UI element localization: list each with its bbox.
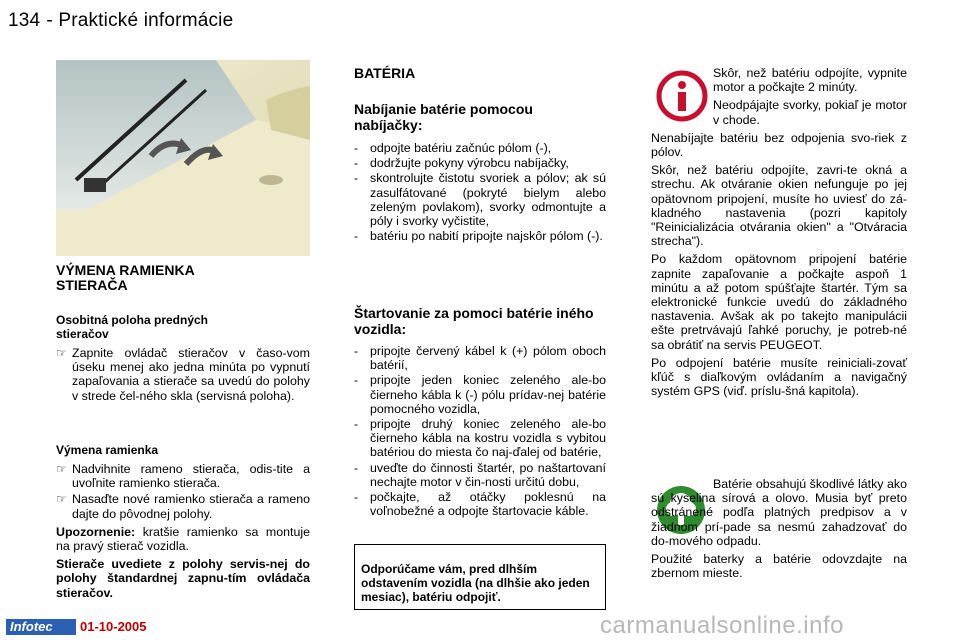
dash-marker: -: [354, 490, 359, 505]
replace-title: Výmena ramienka: [56, 443, 159, 457]
special-position-text: Zapnite ovládač stieračov v časo-vom úseku menej ako jedna minúta po vypnutí zapaľovania a stierače sa uvedú do polohy v strede čel-ného skla (servisná poloha).: [72, 346, 310, 403]
jump-start-item: [354, 490, 606, 518]
wiper-illustration: [56, 60, 310, 256]
recommendation-text: Odporúčame vám, pred dlhším odstavením vozidla (na dlhšie ako jeden mesiac), batériu odpojiť.: [361, 562, 590, 604]
jump-start-item-text: počkajte, až otáčky poklesnú na voľnobežné a odpojte štartovacie káble.: [370, 490, 606, 519]
charging-item: [354, 141, 606, 155]
edition-date: 01-10-2005: [80, 619, 147, 634]
warning-paragraph: [56, 525, 310, 553]
warning-text: kratšie ramienko sa montuje na pravý stierač vozidla.: [56, 524, 310, 554]
infotec-logo: Infotec: [6, 619, 76, 635]
dash-marker: -: [354, 229, 359, 244]
charging-item: [354, 156, 606, 170]
replace-block: [56, 443, 310, 604]
jump-start-item-text: pripojte druhý koniec zeleného ale-bo čierneho kábla na kostru vozidla s vybitou batériou do miesta čo naj-ďalej od batérie,: [370, 417, 606, 460]
jump-start-item-text: uveďte do činnosti štartér, po naštartovaní nechajte motor v čin-nosti určitú dobu,: [370, 460, 606, 489]
eco-paragraph-2: Použité baterky a batérie odovzdajte na zbernom mieste.: [651, 552, 907, 581]
page-title: - Praktické informácie: [46, 10, 234, 31]
jump-start-item: [354, 417, 606, 460]
pointer-icon: ☞: [56, 462, 67, 476]
wiper-heading-line2: STIERAČA: [56, 277, 128, 293]
charging-item: [354, 229, 606, 243]
recommendation-box: [354, 544, 606, 610]
dash-marker: -: [354, 417, 359, 432]
charging-item-text: odpojte batériu začnúc pólom (-),: [370, 141, 552, 155]
dash-marker: -: [354, 344, 359, 358]
pointer-icon: ☞: [56, 346, 67, 360]
jump-start-item-text: pripojte jeden koniec zeleného ale-bo čierneho kábla k (-) pólu prídav-nej batérie pomocného vozidla,: [370, 373, 606, 416]
dash-marker: -: [354, 460, 359, 475]
wiper-heading-line1: VÝMENA RAMIENKA: [56, 262, 195, 278]
replace-item: [56, 492, 310, 520]
replace-item: [56, 462, 310, 490]
special-position-item: [56, 346, 310, 403]
warning-label: Upozornenie:: [56, 524, 136, 539]
battery-warnings: [651, 66, 907, 402]
special-title-line1: Osobitná poloha predných: [56, 313, 209, 327]
jump-start-list: [354, 344, 606, 518]
battery-section: [354, 66, 606, 244]
final-note: Stierače uvediete z polohy servis-nej do polohy štandardnej zapnu-tím ovládača stieračov.: [56, 557, 310, 600]
info-paragraph-1: Skôr, než batériu odpojíte, vypnite motor a počkajte 2 minúty.: [713, 66, 907, 95]
jump-start-heading: Štartovanie za pomoci batérie iného vozidla:: [354, 305, 594, 337]
jump-start-item-text: pripojte červený kábel k (+) pólom oboch batérií,: [370, 344, 606, 373]
pointer-icon: ☞: [56, 492, 67, 507]
jump-start-section: [354, 305, 606, 519]
paragraph-windows: Skôr, než batériu odpojíte, zavri-te okná a strechu. Ak otváranie okien nefunguje po jej opätovnom pripojení, musíte ho uviesť do zá-kladného nastavenia (pozri kapitoly "Reinicializácia otvárania okien" a "Otváracia strecha").: [651, 163, 907, 249]
paragraph-reinit: Po odpojení batérie musíte reiniciali-zovať kľúč s diaľkovým ovládaním a navigačný systém GPS (viď. príslu-šná kapitola).: [651, 355, 907, 399]
eco-paragraph-1: Batérie obsahujú škodlivé látky ako sú kyselina sírová a olovo. Musia byť preto odstránené podľa platných predpisov a v žiadnom prí-pade sa nesmú zahadzovať do do-mového odpadu.: [651, 477, 907, 548]
charging-item-text: batériu po nabití pripojte najskôr pólom (-).: [370, 229, 603, 244]
replace-item-text: Nasaďte nové ramienko stierača a rameno dajte do pôvodnej polohy.: [72, 492, 310, 521]
special-position-title: [56, 313, 310, 341]
replace-item-text: Nadvihnite rameno stierača, odis-tite a uvoľnite ramienko stierača.: [72, 462, 310, 491]
watermark: carmanualsonline.info: [600, 612, 844, 639]
page-header: [8, 10, 233, 32]
paragraph-no-charge: Nenabíjajte batériu bez odpojenia svo-riek z pólov.: [651, 130, 907, 160]
wiper-heading: [56, 263, 310, 293]
wiper-section: [56, 263, 310, 293]
page-number: 134: [8, 10, 41, 31]
charging-heading: Nabíjanie batérie pomocou nabíjačky:: [354, 101, 533, 133]
special-position-block: [56, 313, 310, 405]
jump-start-item: [354, 344, 606, 372]
dash-marker: -: [354, 156, 359, 171]
charging-list: [354, 141, 606, 243]
environment-note: [651, 477, 907, 584]
info-paragraph-2: Neodpájajte svorky, pokiaľ je motor v chode.: [713, 98, 907, 127]
charging-item-text: dodržujte pokyny výrobcu nabíjačky,: [370, 156, 569, 171]
dash-marker: -: [354, 141, 359, 155]
charging-item: [354, 171, 606, 228]
paragraph-reconnect: Po každom opätovnom pripojení batérie zapnite zapaľovanie a počkajte aspoň 1 minútu a až potom spúšťajte štartér. Tým sa elektronické funkcie uvedú do základného nastavenia. Avšak ak po takejto manipulácii ešte pretrvávajú ľahké poruchy, je potreb-né sa obrátiť na servis PEUGEOT.: [651, 252, 907, 352]
dash-marker: -: [354, 373, 359, 388]
charging-item-text: skontrolujte čistotu svoriek a pólov; ak sú zasulfátované (pokryté bielym alebo zeleným povlakom), svorky odmontujte a póly i svorky vyčistite,: [370, 171, 606, 229]
jump-start-item: [354, 461, 606, 489]
dash-marker: -: [354, 171, 359, 186]
battery-title: BATÉRIA: [354, 65, 416, 81]
special-title-line2: stieračov: [56, 327, 109, 341]
jump-start-item: [354, 373, 606, 416]
